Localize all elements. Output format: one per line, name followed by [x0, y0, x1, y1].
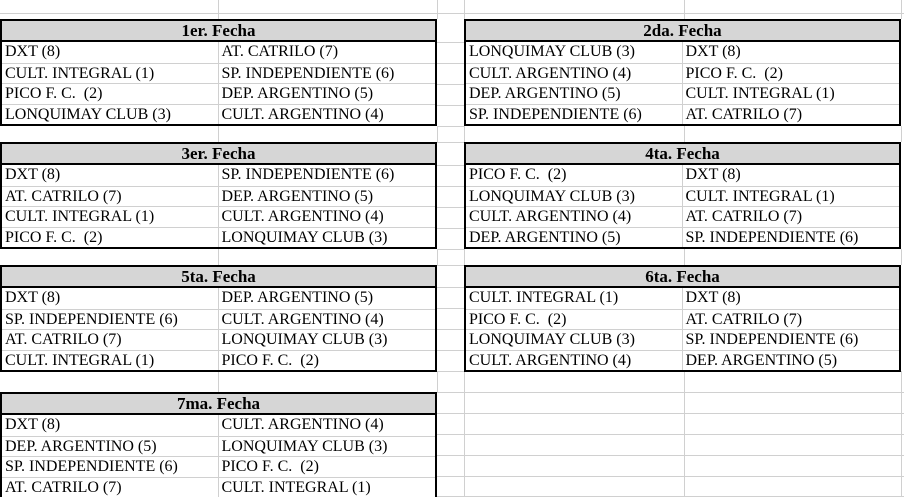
away-team-cell[interactable]: DXT (8) — [685, 289, 741, 306]
grid-line-vertical — [437, 126, 438, 142]
match-row — [2, 415, 435, 436]
grid-line-vertical — [437, 0, 438, 19]
fixture-table — [0, 19, 437, 126]
grid-line-horizontal — [437, 308, 464, 309]
match-row — [466, 83, 899, 104]
grid-line-horizontal — [437, 287, 464, 288]
home-team-cell[interactable]: LONQUIMAY CLUB (3) — [466, 187, 683, 207]
grid-line-vertical — [464, 0, 465, 19]
away-team-cell[interactable]: DEP. ARGENTINO (5) — [221, 85, 374, 102]
grid-line-vertical — [218, 249, 219, 265]
home-team-cell[interactable]: DEP. ARGENTINO (5) — [2, 437, 219, 457]
match-row — [2, 63, 435, 84]
grid-line-horizontal — [437, 392, 904, 393]
match-row — [2, 165, 435, 186]
away-team-cell[interactable]: PICO F. C. (2) — [221, 458, 319, 475]
home-team-cell[interactable]: PICO F. C. (2) — [2, 84, 219, 104]
match-row — [2, 104, 435, 125]
grid-line-horizontal — [437, 142, 464, 143]
grid-line-vertical — [464, 126, 465, 142]
away-team-cell[interactable]: LONQUIMAY CLUB (3) — [221, 437, 388, 455]
home-team-cell[interactable]: SP. INDEPENDIENTE (6) — [466, 105, 683, 125]
home-team-cell[interactable]: CULT. INTEGRAL (1) — [2, 64, 219, 84]
grid-line-vertical — [901, 249, 902, 265]
away-team-cell[interactable]: DXT (8) — [685, 43, 741, 60]
home-team-cell[interactable]: PICO F. C. (2) — [466, 165, 683, 186]
grid-line-horizontal — [437, 265, 464, 266]
grid-line-vertical — [437, 249, 438, 265]
home-team-cell[interactable]: AT. CATRILO (7) — [2, 187, 219, 207]
fixture-table — [0, 392, 437, 497]
home-team-cell[interactable]: DXT (8) — [2, 288, 219, 309]
grid-line-horizontal — [437, 476, 904, 477]
grid-line-vertical — [218, 371, 219, 392]
home-team-cell[interactable]: AT. CATRILO (7) — [2, 330, 219, 350]
home-team-cell[interactable]: LONQUIMAY CLUB (3) — [466, 330, 683, 350]
match-row — [2, 329, 435, 350]
home-team-cell[interactable]: SP. INDEPENDIENTE (6) — [2, 457, 219, 477]
away-team-cell[interactable]: AT. CATRILO (7) — [685, 310, 803, 328]
match-row — [2, 309, 435, 330]
match-row — [466, 206, 899, 227]
home-team-cell[interactable]: CULT. ARGENTINO (4) — [466, 207, 683, 227]
home-team-cell[interactable]: PICO F. C. (2) — [2, 228, 219, 248]
grid-line-horizontal — [437, 455, 904, 456]
away-team-cell[interactable]: CULT. ARGENTINO (4) — [221, 105, 384, 123]
away-team-cell[interactable]: CULT. INTEGRAL (1) — [685, 85, 835, 102]
grid-line-horizontal — [437, 84, 464, 85]
home-team-cell[interactable]: CULT. INTEGRAL (1) — [466, 288, 683, 309]
match-row — [466, 288, 899, 309]
home-team-cell[interactable]: DEP. ARGENTINO (5) — [466, 84, 683, 104]
away-team-cell[interactable]: LONQUIMAY CLUB (3) — [221, 228, 388, 246]
match-row — [466, 227, 899, 248]
away-team-cell[interactable]: DXT (8) — [685, 166, 741, 183]
grid-line-vertical — [218, 0, 219, 19]
away-team-cell[interactable]: CULT. ARGENTINO (4) — [221, 416, 384, 433]
away-team-cell[interactable]: DEP. ARGENTINO (5) — [221, 187, 374, 205]
away-team-cell[interactable]: SP. INDEPENDIENTE (6) — [685, 228, 859, 246]
home-team-cell[interactable]: SP. INDEPENDIENTE (6) — [2, 310, 219, 330]
home-team-cell[interactable]: CULT. INTEGRAL (1) — [2, 351, 219, 371]
away-team-cell[interactable]: PICO F. C. (2) — [685, 64, 783, 82]
home-team-cell[interactable]: DXT (8) — [2, 415, 219, 436]
match-row — [2, 350, 435, 371]
match-row — [2, 83, 435, 104]
match-row — [466, 165, 899, 186]
home-team-cell[interactable]: LONQUIMAY CLUB (3) — [466, 42, 683, 63]
home-team-cell[interactable]: DXT (8) — [2, 42, 219, 63]
home-team-cell[interactable]: CULT. INTEGRAL (1) — [2, 207, 219, 227]
match-row — [2, 477, 435, 497]
match-row — [466, 63, 899, 84]
fixture-header[interactable]: 5ta. Fecha — [2, 267, 435, 288]
away-team-cell[interactable]: AT. CATRILO (7) — [221, 43, 339, 60]
match-row — [2, 456, 435, 477]
away-team-cell[interactable]: CULT. INTEGRAL (1) — [685, 187, 835, 205]
fixture-table — [464, 142, 901, 249]
fixture-table — [464, 265, 901, 372]
away-team-cell[interactable]: SP. INDEPENDIENTE (6) — [685, 331, 859, 348]
grid-line-horizontal — [437, 413, 904, 414]
match-row — [2, 288, 435, 309]
away-team-cell[interactable]: AT. CATRILO (7) — [685, 208, 803, 225]
away-team-cell[interactable]: SP. INDEPENDIENTE (6) — [221, 64, 395, 82]
grid-line-vertical — [901, 126, 902, 142]
fixture-header[interactable]: 3er. Fecha — [2, 144, 435, 165]
grid-line-horizontal — [437, 350, 464, 351]
grid-line-horizontal — [437, 434, 904, 435]
grid-line-horizontal — [437, 126, 464, 127]
match-row — [466, 186, 899, 207]
grid-line-vertical — [437, 371, 438, 392]
grid-line-horizontal — [437, 249, 464, 250]
grid-line-horizontal — [437, 42, 464, 43]
away-team-cell[interactable]: CULT. ARGENTINO (4) — [221, 310, 384, 328]
away-team-cell[interactable]: CULT. INTEGRAL (1) — [221, 478, 371, 496]
away-team-cell[interactable]: PICO F. C. (2) — [221, 351, 319, 369]
match-row — [2, 206, 435, 227]
fixture-table — [0, 142, 437, 249]
fixture-header[interactable]: 6ta. Fecha — [466, 267, 899, 288]
match-row — [2, 42, 435, 63]
grid-line-horizontal — [437, 371, 464, 372]
fixture-header[interactable]: 1er. Fecha — [2, 21, 435, 42]
grid-line-vertical — [464, 249, 465, 265]
match-row — [466, 309, 899, 330]
grid-line-horizontal — [437, 228, 464, 229]
away-team-cell[interactable]: DEP. ARGENTINO (5) — [685, 351, 838, 369]
away-team-cell[interactable]: DEP. ARGENTINO (5) — [221, 289, 374, 306]
home-team-cell[interactable]: LONQUIMAY CLUB (3) — [2, 105, 219, 125]
home-team-cell[interactable]: PICO F. C. (2) — [466, 310, 683, 330]
match-row — [466, 42, 899, 63]
grid-line-horizontal — [437, 63, 464, 64]
grid-line-vertical — [218, 126, 219, 142]
grid-line-vertical — [901, 0, 902, 19]
grid-line-horizontal — [437, 105, 464, 106]
home-team-cell[interactable]: DEP. ARGENTINO (5) — [466, 228, 683, 248]
grid-line-horizontal — [437, 329, 464, 330]
home-team-cell[interactable]: CULT. ARGENTINO (4) — [466, 351, 683, 371]
fixture-table — [464, 19, 901, 126]
fixture-header[interactable]: 2da. Fecha — [466, 21, 899, 42]
away-team-cell[interactable]: SP. INDEPENDIENTE (6) — [221, 166, 395, 183]
grid-line-horizontal — [437, 207, 464, 208]
grid-line-vertical — [684, 126, 685, 142]
fixture-table — [0, 265, 437, 372]
match-row — [466, 329, 899, 350]
match-row — [2, 436, 435, 457]
match-row — [2, 186, 435, 207]
away-team-cell[interactable]: AT. CATRILO (7) — [685, 105, 803, 123]
home-team-cell[interactable]: DXT (8) — [2, 165, 219, 186]
home-team-cell[interactable]: AT. CATRILO (7) — [2, 478, 219, 497]
away-team-cell[interactable]: LONQUIMAY CLUB (3) — [221, 331, 388, 348]
fixture-header[interactable]: 4ta. Fecha — [466, 144, 899, 165]
match-row — [466, 350, 899, 371]
grid-line-horizontal — [437, 186, 464, 187]
grid-line-vertical — [684, 249, 685, 265]
home-team-cell[interactable]: CULT. ARGENTINO (4) — [466, 64, 683, 84]
grid-line-horizontal — [437, 165, 464, 166]
grid-line-vertical — [684, 0, 685, 19]
match-row — [466, 104, 899, 125]
fixture-header[interactable]: 7ma. Fecha — [2, 394, 435, 415]
grid-line-horizontal — [0, 13, 904, 14]
match-row — [2, 227, 435, 248]
away-team-cell[interactable]: CULT. ARGENTINO (4) — [221, 208, 384, 225]
